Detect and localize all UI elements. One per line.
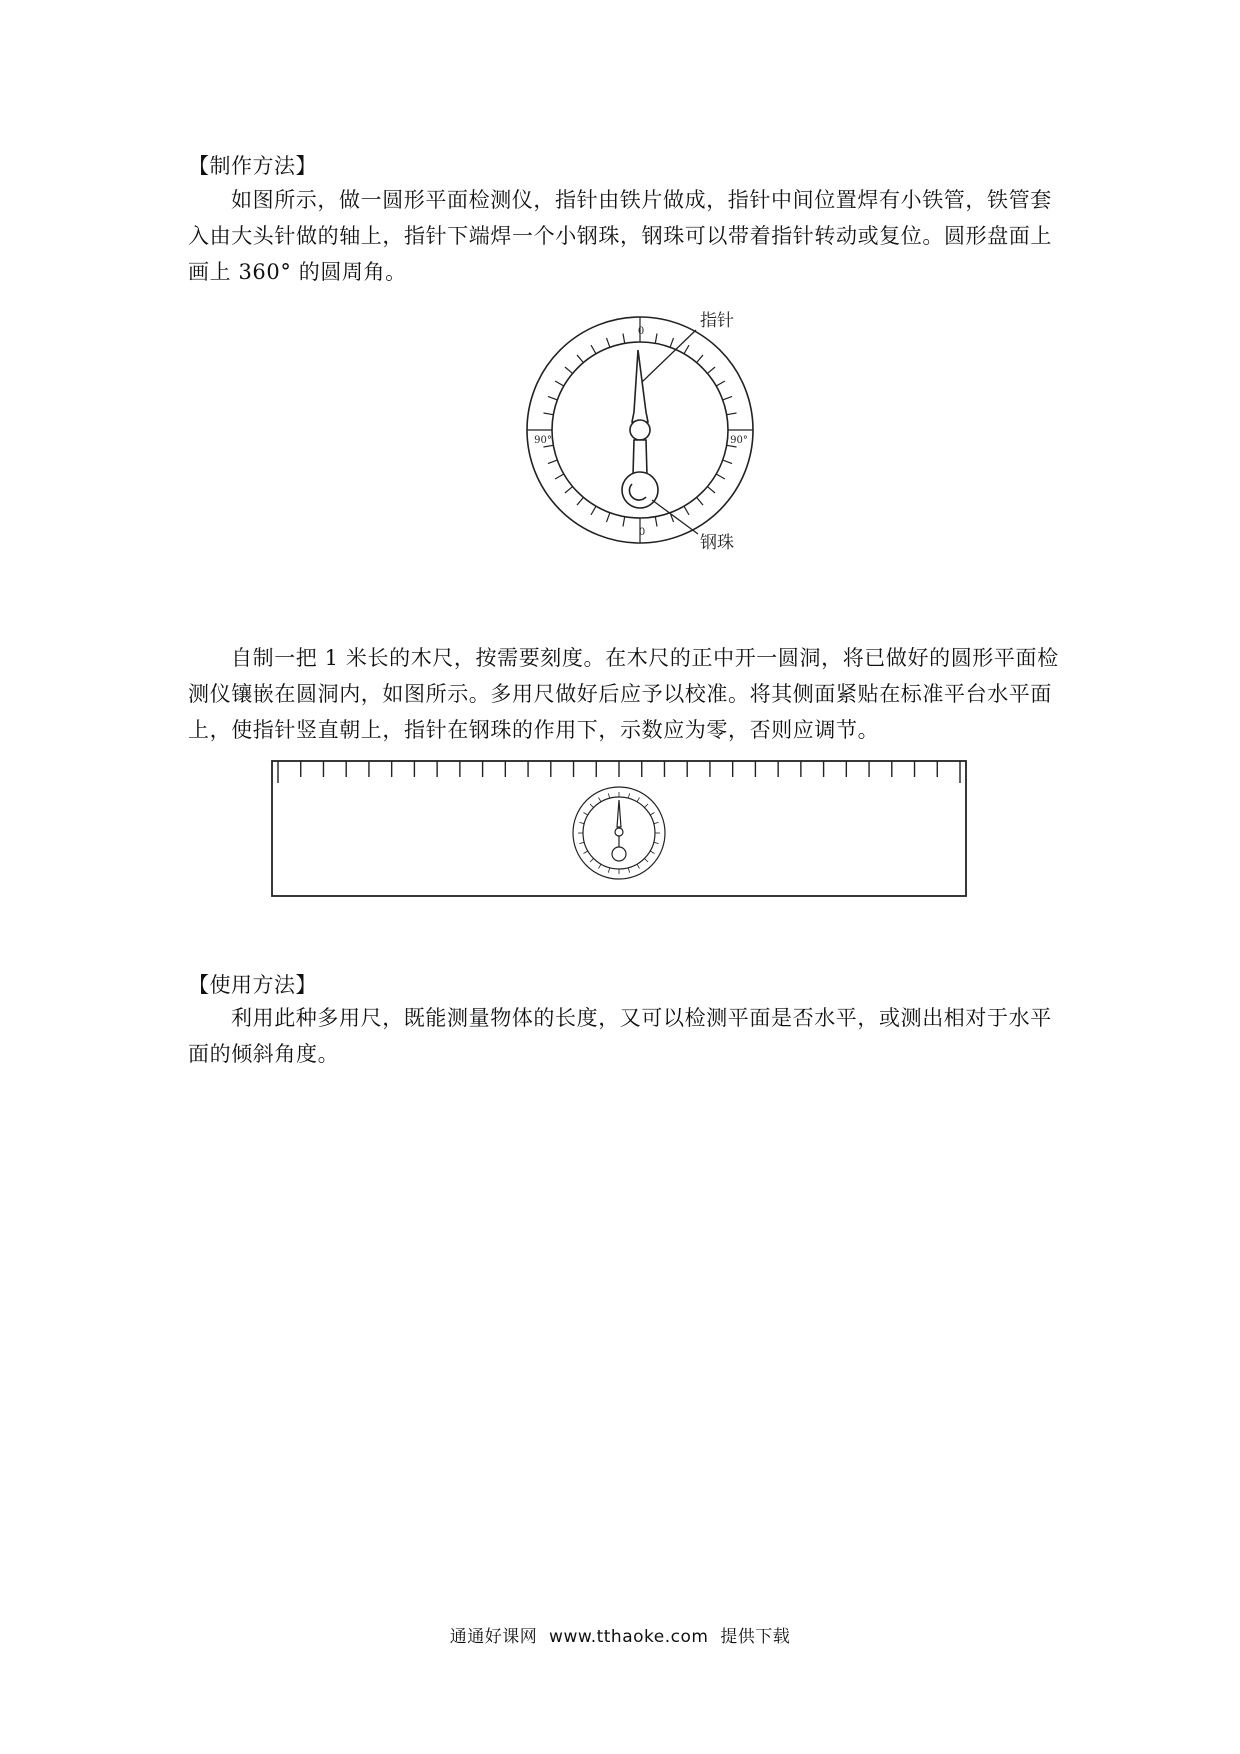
paragraph-line: 面的倾斜角度。	[188, 1042, 340, 1066]
dial-tick	[684, 345, 689, 354]
paragraph-line: 自制一把 1 米长的木尺，按需要刻度。在木尺的正中开一圆洞，将已做好的圆形平面检	[231, 646, 1059, 670]
dial-tick	[670, 338, 673, 347]
dial-left-ninety-label: 90°	[534, 435, 552, 446]
pointer-axle	[630, 420, 650, 440]
paragraph-line: 上，使指针竖直朝上，指针在钢珠的作用下，示数应为零，否则应调节。	[188, 718, 880, 742]
dial-tick	[697, 497, 703, 505]
pointer-needle	[622, 350, 658, 508]
dial-bottom-zero-label: 0	[638, 527, 646, 538]
dial-tick	[716, 381, 725, 386]
dial-right-ninety-label: 90°	[730, 435, 748, 446]
dial-top-zero-label: 0	[637, 326, 645, 337]
dial-tick	[655, 333, 657, 343]
steel-ball	[622, 472, 658, 508]
dial-tick	[623, 517, 625, 527]
dial-tick	[606, 338, 609, 347]
dial-tick	[716, 474, 725, 479]
dial-tick	[723, 460, 732, 463]
paragraph-line: 入由大头针做的轴上，指针下端焊一个小钢珠，钢珠可以带着指针转动或复位。圆形盘面上	[188, 224, 1052, 248]
dial-tick	[707, 487, 715, 493]
embedded-steel-ball	[612, 847, 626, 861]
dial-tick	[555, 474, 564, 479]
ball-callout-line	[652, 500, 698, 534]
dial-tick	[577, 497, 583, 505]
embedded-pointer-axle	[615, 828, 623, 836]
dial-tick	[565, 367, 573, 373]
pointer-label: 指针	[700, 311, 734, 331]
paragraph-line: 利用此种多用尺，既能测量物体的长度，又可以检测平面是否水平，或测出相对于水平	[231, 1006, 1052, 1030]
level-detector-diagram	[520, 300, 780, 560]
dial-tick	[548, 396, 557, 399]
dial-tick	[555, 381, 564, 386]
dial-tick	[623, 333, 625, 343]
dial-tick	[565, 487, 573, 493]
dial-tick	[723, 396, 732, 399]
dial-tick	[591, 506, 596, 515]
paragraph-ruler-assembly	[188, 640, 1063, 748]
section-heading-making-method: 【制作方法】	[188, 154, 317, 178]
pointer-lower-stem	[633, 440, 647, 475]
paragraph-line: 画上 360° 的圆周角。	[188, 260, 407, 284]
dial-tick	[548, 460, 557, 463]
dial-tick	[543, 413, 553, 415]
section-heading-usage-method: 【使用方法】	[188, 973, 317, 997]
dial-tick	[727, 413, 737, 415]
paragraph-line: 如图所示，做一圆形平面检测仪，指针由铁片做成，指针中间位置焊有小铁管，铁管套	[231, 188, 1052, 212]
page-footer: 通通好课网 www.tthaoke.com 提供下载	[449, 1627, 791, 1647]
dial-tick	[655, 517, 657, 527]
paragraph-usage-method	[188, 1000, 1063, 1072]
paragraph-making-method	[188, 182, 1063, 290]
ball-label: 钢珠	[700, 533, 734, 553]
dial-tick	[684, 506, 689, 515]
dial-tick	[606, 513, 609, 522]
dial-tick	[577, 355, 583, 363]
dial-tick	[591, 345, 596, 354]
dial-tick	[697, 355, 703, 363]
pointer-upper-blade	[632, 350, 648, 422]
dial-tick	[707, 367, 715, 373]
paragraph-line: 测仪镶嵌在圆洞内，如图所示。多用尺做好后应予以校准。将其侧面紧贴在标准平台水平面	[188, 682, 1052, 706]
multi-purpose-ruler-diagram	[270, 755, 970, 900]
